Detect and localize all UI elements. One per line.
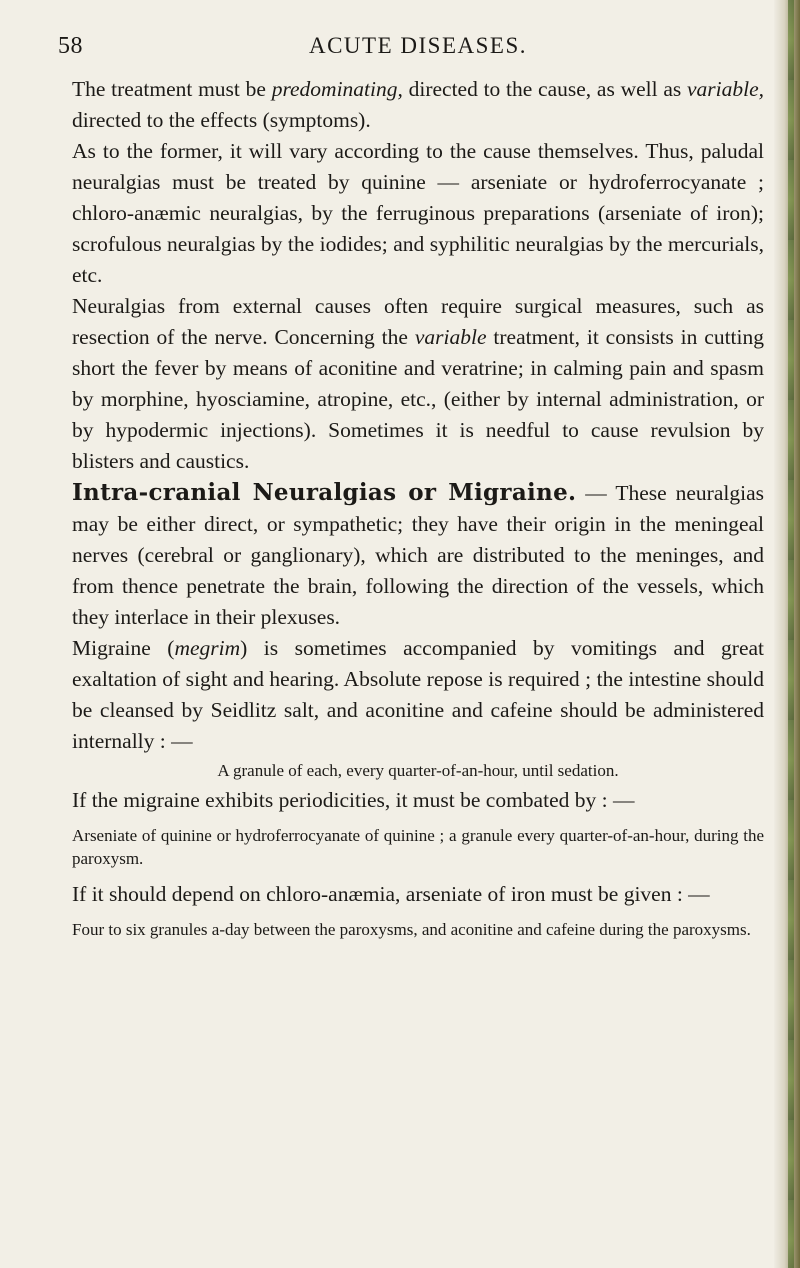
paragraph-migraine-treatment xyxy=(72,633,764,757)
page-header xyxy=(58,33,764,65)
emphasis-predominating: predominating, xyxy=(271,77,403,101)
emphasis-variable: variable xyxy=(414,325,487,349)
paragraph-treatment-intro xyxy=(72,74,764,136)
prescription-1: A granule of each, every quarter-of-an-hour, until sedation. xyxy=(217,761,619,780)
page-edge xyxy=(774,0,800,1268)
emphasis-megrim: megrim xyxy=(174,636,241,660)
paragraph-external-causes xyxy=(72,291,764,477)
prescription-3: Four to six granules a-day between the paroxysms, and aconitine and cafeine during the paroxysms. xyxy=(72,920,751,939)
text-run: The treatment must be xyxy=(72,77,272,101)
text-run: directed to the cause, as well as xyxy=(402,77,687,101)
paragraph-causes: As to the former, it will vary according to the cause themselves. Thus, paludal neuralgias must be treated by quinine — arseniate or hydroferrocyanate ; chloro-anæmic neuralgias, by the ferruginous preparations (arseniate of iron); scrofulous neuralgias by the iodides; and syphilitic neuralgias by the mercurials, etc. xyxy=(72,139,764,287)
page-number: 58 xyxy=(58,33,83,59)
text-run: — These neuralgias may be either direct, or sympathetic; they have their origin in the meningeal nerves (cerebral or ganglionary), which are distributed to the meninges, and from thence penetrate the brain, following the direction of the vessels, which they interlace in their plexuses. xyxy=(72,481,764,629)
emphasis-variable: variable, xyxy=(686,77,765,101)
text-run: directed to the effects (symptoms). xyxy=(72,108,371,132)
text-run: Migraine ( xyxy=(72,636,175,660)
section-heading: Intra-cranial Neuralgias or Migraine. xyxy=(72,479,577,506)
text-run: ) is sometimes accompanied by vomitings and great exaltation of sight and hearing. Absolute repose is required ; the intestine should be cleansed by Seidlitz salt, and aconitine and cafeine should be administered internally : — xyxy=(72,636,764,753)
spacer xyxy=(72,816,764,822)
paragraph-chloro-anaemia: If it should depend on chloro-anæmia, arseniate of iron must be given : — xyxy=(72,882,710,906)
body-text xyxy=(72,74,764,944)
binding-shadow xyxy=(788,0,794,1268)
prescription-2: Arseniate of quinine or hydroferrocyanate of quinine ; a granule every quarter-of-an-hour, during the paroxysm. xyxy=(72,826,764,868)
paragraph-periodicities: If the migraine exhibits periodicities, it must be combated by : — xyxy=(72,788,635,812)
spacer xyxy=(72,910,764,916)
text-run: treatment, it consists in cutting short the fever by means of aconitine and veratrine; in calming pain and spasm by morphine, hyosciamine, atropine, etc., (either by internal administration, or by hypodermic injections). Sometimes it is needful to cause revulsion by blisters and caustics. xyxy=(72,325,764,473)
text-run: Neuralgias from external causes often require surgical measures, such as resection of the nerve. Concerning the xyxy=(72,294,764,349)
paragraph-migraine-section xyxy=(72,477,764,633)
running-head: ACUTE DISEASES. xyxy=(308,33,527,58)
